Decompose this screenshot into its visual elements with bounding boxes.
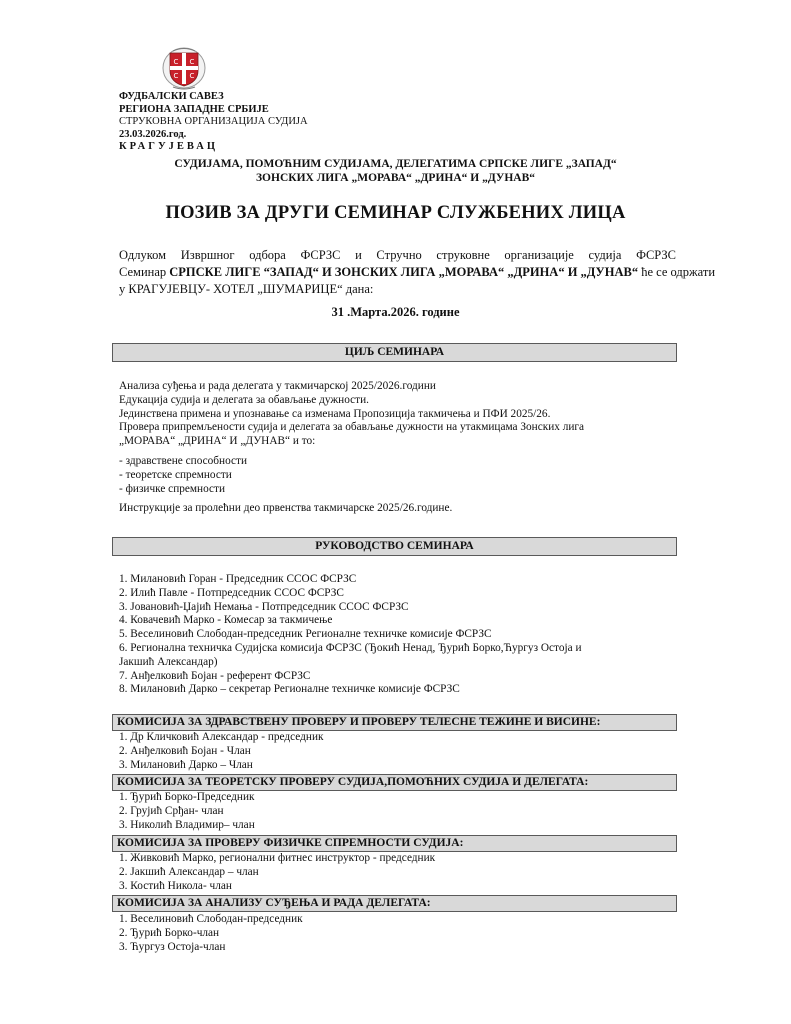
goal-closing: Инструкције за пролећни део првенства такмичарске 2025/26.године. [119, 502, 453, 515]
list-item: 3. Ћургуз Остоја-члан [119, 940, 226, 953]
section-heading-health-commission: КОМИСИЈА ЗА ЗДРАВСТВЕНУ ПРОВЕРУ И ПРОВЕРУ ТЕЛЕСНЕ ТЕЖИНЕ И ВИСИНЕ: [112, 714, 677, 731]
list-item: 1. Ђурић Борко-Председник [119, 791, 255, 803]
analysis-commission-list [119, 913, 303, 954]
health-commission-list [119, 731, 324, 772]
list-item: 3. Костић Никола- члан [119, 879, 232, 892]
letter-date: 23.03.2026.год. [119, 128, 187, 140]
section-heading-theory-commission: КОМИСИЈА ЗА ТЕОРЕТСКУ ПРОВЕРУ СУДИЈА,ПОМОЋНИХ СУДИЈА И ДЕЛЕГАТА: [112, 774, 677, 791]
svg-text:С: С [173, 58, 179, 66]
section-heading-goal: ЦИЉ СЕМИНАРА [112, 343, 677, 362]
org-name-line3: СТРУКОВНА ОРГАНИЗАЦИЈА СУДИЈА [119, 116, 308, 128]
goal-bullet: - здравствене способности [119, 454, 248, 467]
list-item: 5. Веселиновић Слободан-председник Регионалне техничке комисије ФСРЗС [119, 628, 492, 641]
goal-section [119, 380, 584, 516]
document-title: ПОЗИВ ЗА ДРУГИ СЕМИНАР СЛУЖБЕНИХ ЛИЦА [165, 203, 626, 223]
org-name-line2: РЕГИОНА ЗАПАДНЕ СРБИЈЕ [119, 103, 269, 115]
list-item: 4. Ковачевић Марко - Комесар за такмичење [119, 614, 333, 627]
list-item: 1. Веселиновић Слободан-председник [119, 913, 303, 925]
letter-city: КРАГУЈЕВАЦ [119, 141, 218, 153]
intro-line1: Одлуком Извршног одбора ФСРЗС и Стручно струковне организације судија ФСРЗС [119, 248, 676, 262]
goal-line: „МОРАВА“ „ДРИНА“ И „ДУНАВ“ и то: [119, 435, 316, 448]
goal-line: Провера припремљености судија и делегата за обављање дужности на утакмицама Зонских лига [119, 421, 585, 434]
goal-line: Едукација судија и делегата за обављање дужности. [119, 393, 369, 406]
fitness-commission-list [119, 852, 435, 893]
list-item: 2. Јакшић Александар – члан [119, 865, 259, 878]
intro-line2-suffix: ће се одржати [638, 265, 716, 279]
intro-line2-bold: СРПСКЕ ЛИГЕ “ЗАПАД“ И ЗОНСКИХ ЛИГА „МОРАВА“ „ДРИНА“ И „ДУНАВ“ [169, 265, 639, 279]
addressee-line2: ЗОНСКИХ ЛИГА „МОРАВА“ „ДРИНА“ И „ДУНАВ“ [255, 172, 535, 184]
leadership-list [119, 573, 582, 697]
org-name-line1: ФУДБАЛСКИ САВЕЗ [119, 91, 224, 102]
list-item: 3. Јовановић-Џајић Немања - Потпредседник ССОС ФСРЗС [119, 600, 409, 613]
list-item: Јакшић Александар) [119, 655, 218, 668]
intro-line3: у КРАГУЈЕВЦУ- ХОТЕЛ „ШУМАРИЦЕ“ дана: [119, 282, 374, 296]
list-item: 2. Грујић Срђан- члан [119, 804, 224, 817]
svg-text:С: С [173, 72, 179, 80]
list-item: 2. Илић Павле - Потпредседник ССОС ФСРЗС [119, 586, 344, 599]
goal-line: Јединствена примена и упознавање са изменама Пропозиција такмичења и ПФИ 2025/26. [119, 407, 551, 420]
intro-line2 [119, 264, 716, 281]
list-item: 7. Анђелковић Бојан - референт ФСРЗС [119, 669, 311, 682]
goal-line: Анализа суђења и рада делегата у такмичарској 2025/2026.години [119, 380, 436, 392]
intro-paragraph [119, 247, 716, 298]
goal-bullet: - физичке спремности [119, 482, 226, 495]
letterhead [119, 91, 308, 154]
section-heading-fitness-commission: КОМИСИЈА ЗА ПРОВЕРУ ФИЗИЧКЕ СПРЕМНОСТИ СУДИЈА: [112, 835, 677, 852]
list-item: 8. Милановић Дарко – секретар Регионалне техничке комисије ФСРЗС [119, 683, 460, 696]
svg-text:С: С [189, 58, 195, 66]
list-item: 6. Регионална техничка Судијска комисија ФСРЗС (Ђокић Ненад, Ђурић Борко,Ћургуз Остоја и [119, 641, 582, 654]
list-item: 2. Анђелковић Бојан - Члан [119, 744, 251, 757]
addressee-line1: СУДИЈАМА, ПОМОЋНИМ СУДИЈАМА, ДЕЛЕГАТИМА СРПСКЕ ЛИГЕ „ЗАПАД“ [174, 158, 617, 170]
goal-bullet: - теоретске спремности [119, 468, 232, 481]
list-item: 1. Др Кличковић Александар - председник [119, 731, 324, 743]
section-heading-analysis-commission: КОМИСИЈА ЗА АНАЛИЗУ СУЂЕЊА И РАДА ДЕЛЕГАТА: [112, 895, 677, 912]
list-item: 3. Николић Владимир– члан [119, 818, 255, 831]
intro-line2-prefix: Семинар [119, 265, 170, 279]
list-item: 3. Милановић Дарко – Члан [119, 758, 253, 771]
seminar-date: 31 .Марта.2026. године [331, 305, 460, 319]
list-item: 1. Милановић Горан - Председник ССОС ФСРЗС [119, 573, 357, 585]
fsrzs-crest-icon [161, 44, 207, 90]
list-item: 2. Ђурић Борко-члан [119, 926, 220, 939]
section-heading-leadership: РУКОВОДСТВО СЕМИНАРА [112, 537, 677, 556]
theory-commission-list [119, 791, 255, 832]
list-item: 1. Живковић Марко, регионални фитнес инструктор - председник [119, 852, 436, 864]
svg-text:С: С [189, 72, 195, 80]
